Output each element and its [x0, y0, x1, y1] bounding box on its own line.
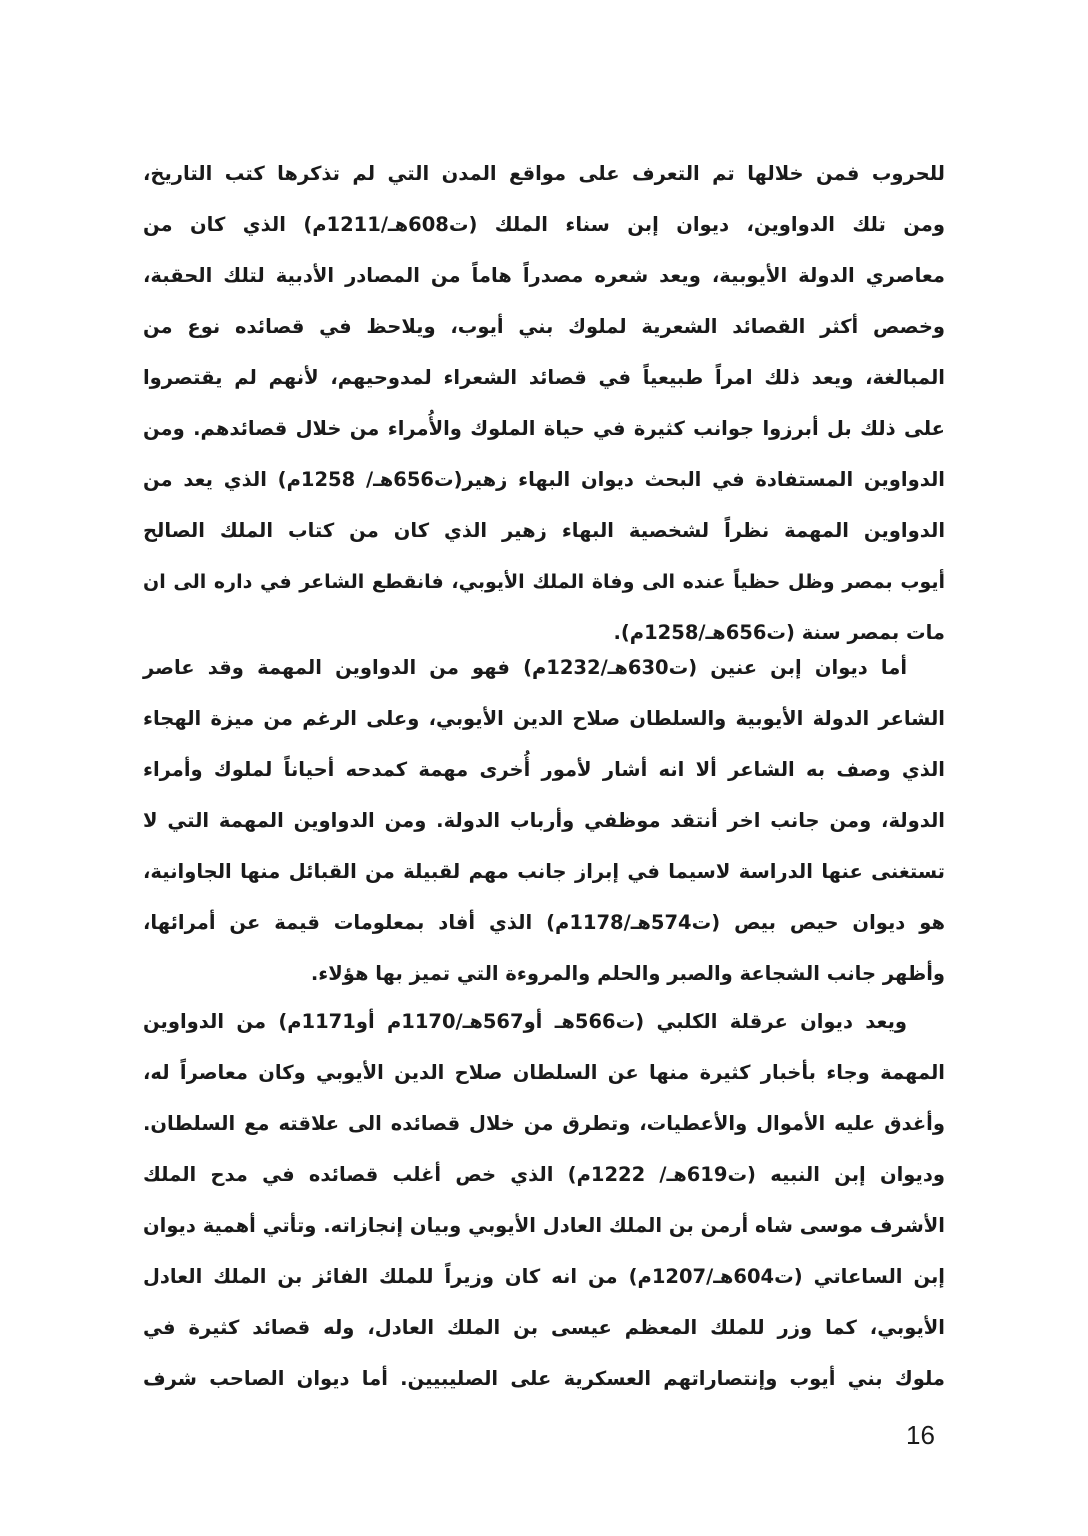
paragraph-1-line-6: على ذلك بل أبرزوا جوانب كثيرة في حياة الملوك والأُمراء من خلال قصائدهم. ومن [143, 417, 945, 440]
paragraph-3-line-4: وديوان إبن النبيه (ت619هـ/ 1222م) الذي خص أغلب قصائده في مدح الملك [143, 1163, 945, 1186]
paragraph-2-line-4: الدولة، ومن جانب اخر أنتقد موظفي وأرباب الدولة. ومن الدواوين المهمة التي لا [143, 809, 945, 832]
paragraph-2-line-7: وأظهر جانب الشجاعة والصبر والحلم والمروءة التي تميز بها هؤلاء. [310, 962, 945, 985]
paragraph-1-line-2: ومن تلك الدواوين، ديوان إبن سناء الملك (ت608هـ/1211م) الذي كان من [143, 213, 945, 236]
paragraph-2-line-3: الذي وصف به الشاعر ألا انه أشار لأمور أُخرى مهمة كمدحه أحياناً لملوك وأمراء [143, 758, 945, 781]
paragraph-2-line-2: الشاعر الدولة الأيوبية والسلطان صلاح الدين الأيوبي، وعلى الرغم من ميزة الهجاء [143, 707, 945, 730]
paragraph-3-line-1: ويعد ديوان عرقلة الكلبي (ت566هـ أو567هـ/1170م أو1171م) من الدواوين [143, 1010, 908, 1033]
paragraph-3-line-3: وأغدق عليه الأموال والأعطيات، وتطرق من خلال قصائده الى علاقته مع السلطان. [143, 1112, 945, 1135]
page-number: 16 [906, 1420, 935, 1450]
paragraph-2-line-5: تستغنى عنها الدراسة لاسيما في إبراز جانب مهم لقبيلة من القبائل منها الجاوانية، [143, 860, 945, 883]
paragraph-3-line-7: الأيوبي، كما وزر للملك المعظم عيسى بن الملك العادل، وله قصائد كثيرة في [143, 1316, 945, 1339]
paragraph-3-line-6: إبن الساعاتي (ت604هـ/1207م) من انه كان وزيراً للملك الفائز بن الملك العادل [143, 1265, 945, 1288]
paragraph-3-line-8: ملوك بني أيوب وإنتصاراتهم العسكرية على الصليبيين. أما ديوان الصاحب شرف [143, 1367, 945, 1390]
paragraph-1-line-5: المبالغة، ويعد ذلك امراً طبيعياً في قصائد الشعراء لمدوحيهم، لأنهم لم يقتصروا [143, 366, 945, 389]
paragraph-1-line-9: أيوب بمصر وظل حظياً عنده الى وفاة الملك الأيوبي، فانقطع الشاعر في داره الى ان [143, 571, 945, 593]
paragraph-2-line-1: أما ديوان إبن عنين (ت630هـ/1232م) فهو من الدواوين المهمة وقد عاصر [143, 656, 907, 679]
paragraph-3-line-5: الأشرف موسى شاه أرمن بن الملك العادل الأيوبي وبيان إنجازاته. وتأتي أهمية ديوان [143, 1214, 945, 1237]
paragraph-1-line-1: للحروب فمن خلالها تم التعرف على مواقع المدن التي لم تذكرها كتب التاريخ، [143, 162, 945, 185]
paragraph-2-line-6: هو ديوان حيص بيص (ت574هـ/1178م) الذي أفاد بمعلومات قيمة عن أمرائها، [143, 911, 945, 934]
paragraph-1-line-7: الدواوين المستفادة في البحث ديوان البهاء زهير(ت656هـ/ 1258م) الذي يعد من [143, 468, 945, 491]
paragraph-1-line-8: الدواوين المهمة نظراً لشخصية البهاء زهير الذي كان من كتاب الملك الصالح [143, 519, 945, 542]
paragraph-3-line-2: المهمة وجاء بأخبار كثيرة منها عن السلطان صلاح الدين الأيوبي وكان معاصراً له، [143, 1061, 945, 1084]
paragraph-1-line-4: وخصص أكثر القصائد الشعرية لملوك بني أيوب، ويلاحظ في قصائده نوع من [143, 315, 945, 338]
paragraph-1-line-3: معاصري الدولة الأيوبية، ويعد شعره مصدراً هاماً من المصادر الأدبية لتلك الحقبة، [143, 264, 945, 287]
paragraph-1-line-10: مات بمصر سنة (ت656هـ/1258م). [613, 621, 945, 644]
